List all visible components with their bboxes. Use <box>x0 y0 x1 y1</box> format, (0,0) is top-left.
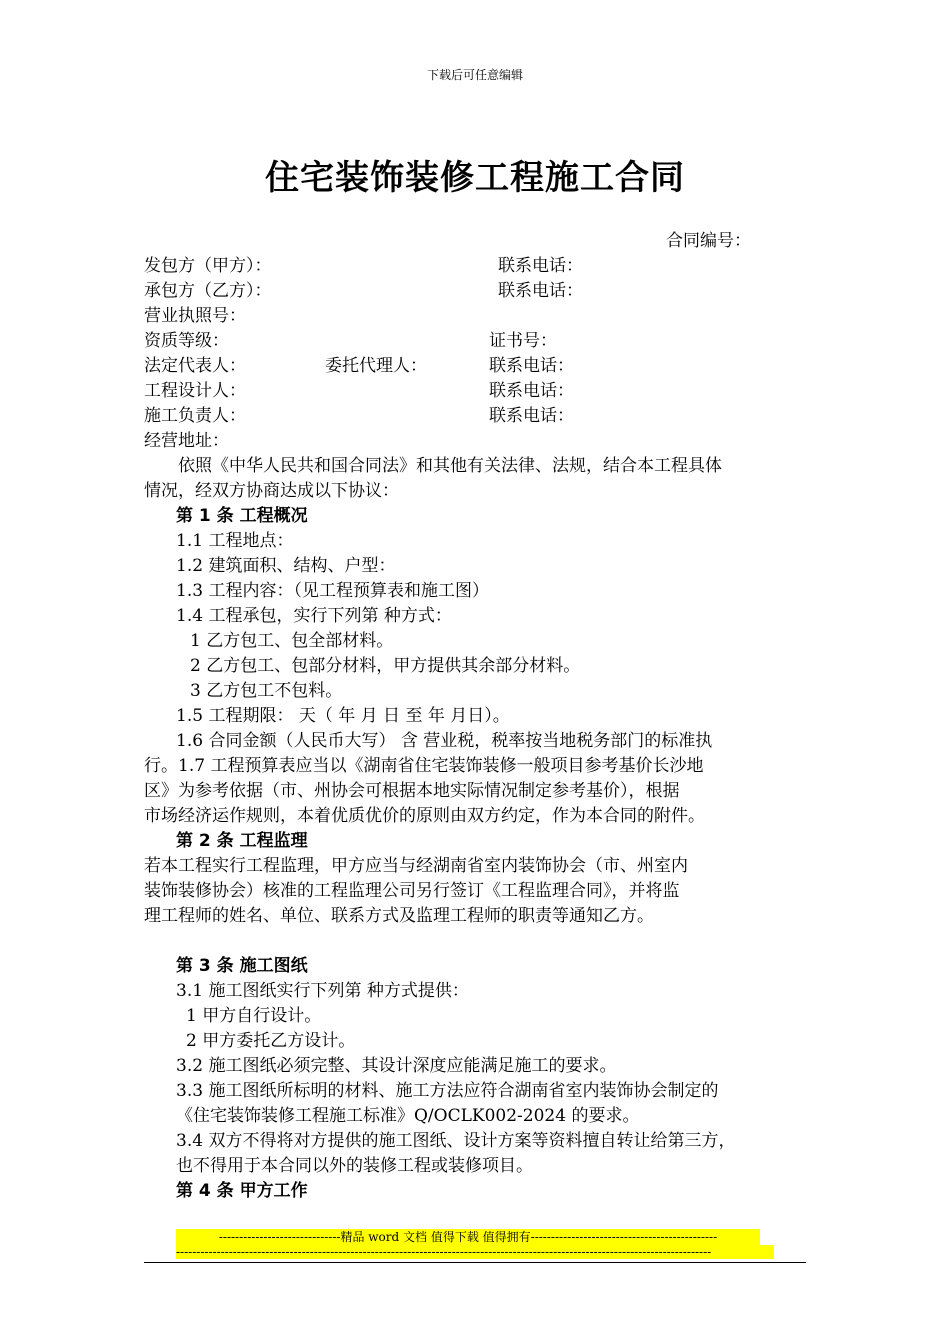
construction-lead-phone-label: 联系电话： <box>489 406 574 426</box>
intro-paragraph-line: 依照《中华人民共和国合同法》和其他有关法律、法规，结合本工程具体 <box>178 456 722 476</box>
business-license-label: 营业执照号： <box>144 306 246 326</box>
certificate-number-label: 证书号： <box>489 331 557 351</box>
article-3-option: 2 甲方委托乙方设计。 <box>186 1031 356 1051</box>
article-1-line: 区》为参考依据（市、州协会可根据本地实际情况制定参考基价），根据 <box>144 781 680 801</box>
article-3-line: 3.4 双方不得将对方提供的施工图纸、设计方案等资料擅自转让给第三方， <box>176 1131 736 1151</box>
article-2-heading: 第 2 条 工程监理 <box>176 831 308 851</box>
legal-representative-label: 法定代表人： <box>144 356 246 376</box>
intro-paragraph-line: 情况，经双方协商达成以下协议： <box>144 481 399 501</box>
article-1-line: 市场经济运作规则，本着优质优价的原则由双方约定，作为本合同的附件。 <box>144 806 705 826</box>
article-1-option: 2 乙方包工、包部分材料，甲方提供其余部分材料。 <box>190 656 581 676</box>
header-note: 下载后可任意编辑 <box>426 68 523 82</box>
party-b-label: 承包方（乙方）： <box>144 281 272 301</box>
business-address-label: 经营地址： <box>144 431 229 451</box>
qualification-label: 资质等级： <box>144 331 229 351</box>
article-1-line: 1.2 建筑面积、结构、户型： <box>176 556 396 576</box>
article-4-heading: 第 4 条 甲方工作 <box>176 1181 308 1201</box>
article-2-line: 装饰装修协会）核准的工程监理公司另行签订《工程监理合同》，并将监 <box>144 881 680 901</box>
article-1-line: 1.3 工程内容：（见工程预算表和施工图） <box>176 581 489 601</box>
article-1-option: 1 乙方包工、包全部材料。 <box>190 631 394 651</box>
article-3-line: 3.2 施工图纸必须完整、其设计深度应能满足施工的要求。 <box>176 1056 617 1076</box>
document-title: 住宅装饰装修工程施工合同 <box>265 158 685 198</box>
article-3-line: 《住宅装饰装修工程施工标准》Q/OCLK002-2024 的要求。 <box>176 1106 640 1126</box>
party-a-label: 发包方（甲方）： <box>144 256 272 276</box>
designer-label: 工程设计人： <box>144 381 246 401</box>
article-1-line: 行。1.7 工程预算表应当以《湖南省住宅装饰装修一般项目参考基价长沙地 <box>144 756 704 776</box>
article-1-line: 1.5 工程期限： 天（ 年 月 日 至 年 月日）。 <box>176 706 510 726</box>
article-3-line: 也不得用于本合同以外的装修工程或装修项目。 <box>176 1156 533 1176</box>
footer-divider <box>144 1262 806 1263</box>
article-3-line: 3.1 施工图纸实行下列第 种方式提供： <box>176 981 469 1001</box>
article-1-heading: 第 1 条 工程概况 <box>176 506 308 526</box>
article-2-line: 理工程师的姓名、单位、联系方式及监理工程师的职责等通知乙方。 <box>144 906 654 926</box>
article-1-line: 1.1 工程地点： <box>176 531 294 551</box>
article-1-option: 3 乙方包工不包料。 <box>190 681 343 701</box>
article-3-line: 3.3 施工图纸所标明的材料、施工方法应符合湖南省室内装饰协会制定的 <box>176 1081 719 1101</box>
legal-rep-phone-label: 联系电话： <box>489 356 574 376</box>
article-1-line: 1.6 合同金额（人民币大写） 含 营业税，税率按当地税务部门的标准执 <box>176 731 713 751</box>
footer-dash-line: ------------------------------------------------------------------------------------------------------------------------------------ <box>176 1245 774 1259</box>
article-3-heading: 第 3 条 施工图纸 <box>176 956 308 976</box>
article-3-option: 1 甲方自行设计。 <box>186 1006 322 1026</box>
authorized-agent-label: 委托代理人： <box>325 356 427 376</box>
contract-number-label: 合同编号： <box>666 231 751 251</box>
article-2-line: 若本工程实行工程监理，甲方应当与经湖南省室内装饰协会（市、州室内 <box>144 856 688 876</box>
designer-phone-label: 联系电话： <box>489 381 574 401</box>
party-a-phone-label: 联系电话： <box>498 256 583 276</box>
party-b-phone-label: 联系电话： <box>498 281 583 301</box>
construction-lead-label: 施工负责人： <box>144 406 246 426</box>
article-1-line: 1.4 工程承包，实行下列第 种方式： <box>176 606 452 626</box>
footer-banner: ------------------------------精品 word 文档 值得下载 值得拥有---------------------------------------------- <box>176 1229 760 1245</box>
